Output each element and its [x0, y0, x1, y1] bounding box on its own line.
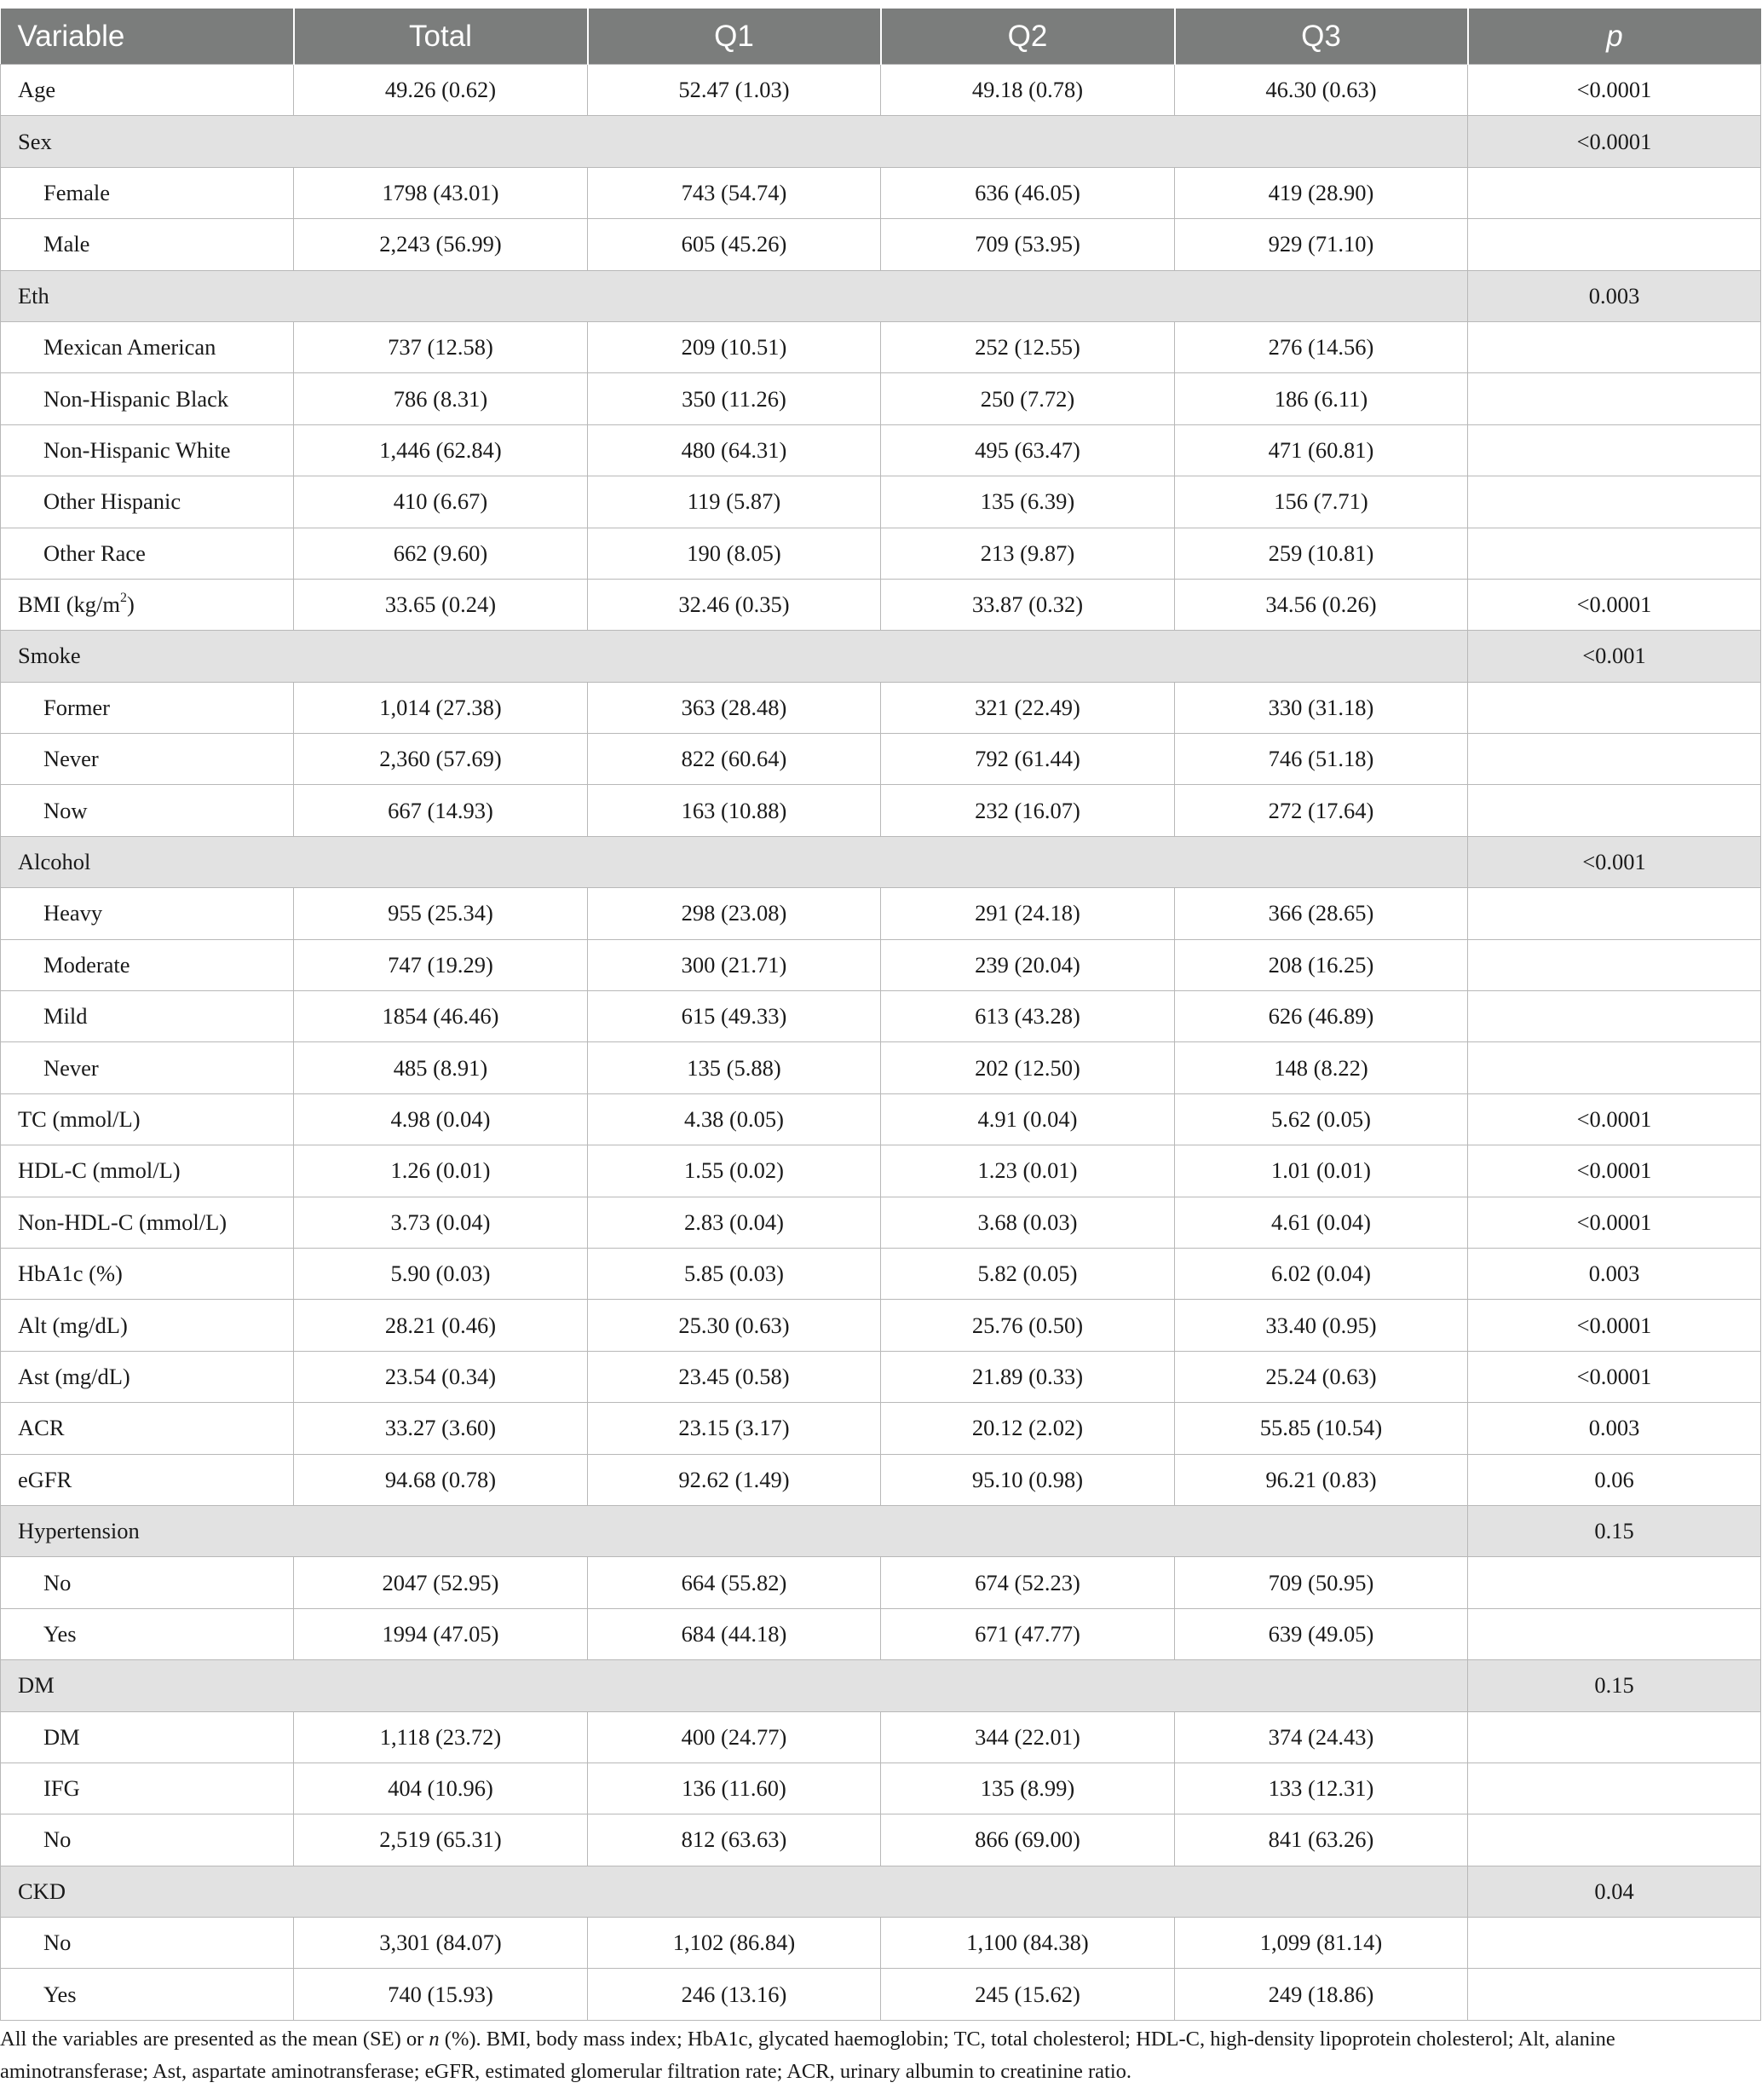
- q3-cell: 419 (28.90): [1175, 167, 1468, 218]
- q2-cell: 291 (24.18): [881, 888, 1175, 939]
- p-value-cell: [1468, 1814, 1761, 1866]
- variable-label: eGFR: [1, 1454, 294, 1505]
- p-value-cell: [1468, 219, 1761, 270]
- p-value-cell: 0.003: [1468, 1403, 1761, 1454]
- table-row: [1, 65, 1761, 116]
- q2-cell: 495 (63.47): [881, 424, 1175, 476]
- p-value-cell: [1468, 1969, 1761, 2020]
- header-q3: Q3: [1175, 9, 1468, 65]
- table-row: [1, 939, 1761, 990]
- q1-cell: 190 (8.05): [588, 528, 881, 579]
- header-total: Total: [294, 9, 588, 65]
- variable-label: Non-HDL-C (mmol/L): [1, 1197, 294, 1248]
- p-value-cell: <0.0001: [1468, 116, 1761, 167]
- variable-label: Non-Hispanic White: [1, 424, 294, 476]
- total-cell: 662 (9.60): [294, 528, 588, 579]
- variable-label: No: [1, 1814, 294, 1866]
- group-label: Hypertension: [1, 1505, 1468, 1556]
- q2-cell: 232 (16.07): [881, 785, 1175, 836]
- p-value-cell: [1468, 991, 1761, 1042]
- p-value-cell: <0.001: [1468, 631, 1761, 682]
- p-value-cell: <0.0001: [1468, 579, 1761, 630]
- variable-label: Mexican American: [1, 321, 294, 372]
- q3-cell: 156 (7.71): [1175, 476, 1468, 528]
- total-cell: 786 (8.31): [294, 373, 588, 424]
- variable-label: DM: [1, 1711, 294, 1762]
- label-suffix: ): [127, 591, 135, 618]
- table-footnote: [0, 2023, 1757, 2088]
- q1-cell: 684 (44.18): [588, 1608, 881, 1659]
- total-cell: 2,243 (56.99): [294, 219, 588, 270]
- total-cell: 2,360 (57.69): [294, 734, 588, 785]
- q3-cell: 249 (18.86): [1175, 1969, 1468, 2020]
- q1-cell: 300 (21.71): [588, 939, 881, 990]
- footnote-italic-n: n: [429, 2028, 440, 2051]
- q1-cell: 743 (54.74): [588, 167, 881, 218]
- total-cell: 1,014 (27.38): [294, 682, 588, 733]
- q1-cell: 615 (49.33): [588, 991, 881, 1042]
- q2-cell: 135 (8.99): [881, 1762, 1175, 1814]
- q3-cell: 46.30 (0.63): [1175, 65, 1468, 116]
- p-value-cell: [1468, 888, 1761, 939]
- q2-cell: 245 (15.62): [881, 1969, 1175, 2020]
- variable-label: Age: [1, 65, 294, 116]
- q1-cell: 52.47 (1.03): [588, 65, 881, 116]
- variable-label: Now: [1, 785, 294, 836]
- q2-cell: 344 (22.01): [881, 1711, 1175, 1762]
- variable-label: Alt (mg/dL): [1, 1300, 294, 1351]
- total-cell: 3.73 (0.04): [294, 1197, 588, 1248]
- q1-cell: 23.45 (0.58): [588, 1351, 881, 1402]
- q1-cell: 664 (55.82): [588, 1557, 881, 1608]
- total-cell: 737 (12.58): [294, 321, 588, 372]
- total-cell: 1854 (46.46): [294, 991, 588, 1042]
- table-row: [1, 682, 1761, 733]
- q2-cell: 613 (43.28): [881, 991, 1175, 1042]
- q2-cell: 20.12 (2.02): [881, 1403, 1175, 1454]
- total-cell: 747 (19.29): [294, 939, 588, 990]
- q3-cell: 276 (14.56): [1175, 321, 1468, 372]
- table-row: [1, 1814, 1761, 1866]
- variable-label: HDL-C (mmol/L): [1, 1145, 294, 1197]
- q1-cell: 812 (63.63): [588, 1814, 881, 1866]
- group-label: Smoke: [1, 631, 1468, 682]
- table-row: [1, 785, 1761, 836]
- q1-cell: 119 (5.87): [588, 476, 881, 528]
- q2-cell: 250 (7.72): [881, 373, 1175, 424]
- table-row: [1, 1042, 1761, 1093]
- p-value-cell: 0.003: [1468, 270, 1761, 321]
- p-value-cell: <0.0001: [1468, 1351, 1761, 1402]
- q2-cell: 202 (12.50): [881, 1042, 1175, 1093]
- total-cell: 1.26 (0.01): [294, 1145, 588, 1197]
- label-text: BMI (kg/m: [18, 591, 120, 618]
- table-row: [1, 167, 1761, 218]
- header-p: p: [1468, 9, 1761, 65]
- q3-cell: 33.40 (0.95): [1175, 1300, 1468, 1351]
- header-q1: Q1: [588, 9, 881, 65]
- p-value-cell: <0.0001: [1468, 1093, 1761, 1145]
- q3-cell: 626 (46.89): [1175, 991, 1468, 1042]
- q1-cell: 822 (60.64): [588, 734, 881, 785]
- p-value-cell: <0.0001: [1468, 1197, 1761, 1248]
- q3-cell: 366 (28.65): [1175, 888, 1468, 939]
- q3-cell: 272 (17.64): [1175, 785, 1468, 836]
- q2-cell: 1,100 (84.38): [881, 1918, 1175, 1969]
- table-row: [1, 991, 1761, 1042]
- q1-cell: 25.30 (0.63): [588, 1300, 881, 1351]
- p-value-cell: <0.0001: [1468, 1145, 1761, 1197]
- q2-cell: 321 (22.49): [881, 682, 1175, 733]
- p-value-cell: [1468, 939, 1761, 990]
- variable-label: Other Hispanic: [1, 476, 294, 528]
- q1-cell: 246 (13.16): [588, 1969, 881, 2020]
- q3-cell: 55.85 (10.54): [1175, 1403, 1468, 1454]
- q1-cell: 92.62 (1.49): [588, 1454, 881, 1505]
- q3-cell: 34.56 (0.26): [1175, 579, 1468, 630]
- table-group-row: [1, 836, 1761, 887]
- table-group-row: [1, 1660, 1761, 1711]
- total-cell: 1,118 (23.72): [294, 1711, 588, 1762]
- total-cell: 33.65 (0.24): [294, 579, 588, 630]
- q2-cell: 213 (9.87): [881, 528, 1175, 579]
- table-row: [1, 321, 1761, 372]
- table-row: [1, 476, 1761, 528]
- q2-cell: 252 (12.55): [881, 321, 1175, 372]
- q1-cell: 480 (64.31): [588, 424, 881, 476]
- total-cell: 410 (6.67): [294, 476, 588, 528]
- table-row: [1, 1454, 1761, 1505]
- q3-cell: 471 (60.81): [1175, 424, 1468, 476]
- p-value-cell: <0.001: [1468, 836, 1761, 887]
- p-value-cell: 0.04: [1468, 1866, 1761, 1917]
- table-row: [1, 424, 1761, 476]
- table-row: [1, 1969, 1761, 2020]
- group-label: DM: [1, 1660, 1468, 1711]
- q3-cell: 133 (12.31): [1175, 1762, 1468, 1814]
- p-value-cell: <0.0001: [1468, 65, 1761, 116]
- q3-cell: 929 (71.10): [1175, 219, 1468, 270]
- q1-cell: 136 (11.60): [588, 1762, 881, 1814]
- total-cell: 1798 (43.01): [294, 167, 588, 218]
- q3-cell: 639 (49.05): [1175, 1608, 1468, 1659]
- q2-cell: 792 (61.44): [881, 734, 1175, 785]
- total-cell: 485 (8.91): [294, 1042, 588, 1093]
- table-row: [1, 1403, 1761, 1454]
- total-cell: 2,519 (65.31): [294, 1814, 588, 1866]
- table-row: [1, 888, 1761, 939]
- variable-label: Moderate: [1, 939, 294, 990]
- q3-cell: 746 (51.18): [1175, 734, 1468, 785]
- table-group-row: [1, 1866, 1761, 1917]
- variable-label: Yes: [1, 1608, 294, 1659]
- total-cell: 4.98 (0.04): [294, 1093, 588, 1145]
- table-row: [1, 1248, 1761, 1299]
- q2-cell: 95.10 (0.98): [881, 1454, 1175, 1505]
- variable-label: Mild: [1, 991, 294, 1042]
- variable-label: Never: [1, 734, 294, 785]
- q1-cell: 209 (10.51): [588, 321, 881, 372]
- q3-cell: 208 (16.25): [1175, 939, 1468, 990]
- p-value-cell: [1468, 734, 1761, 785]
- table-row: [1, 1351, 1761, 1402]
- q2-cell: 674 (52.23): [881, 1557, 1175, 1608]
- q3-cell: 841 (63.26): [1175, 1814, 1468, 1866]
- q3-cell: 374 (24.43): [1175, 1711, 1468, 1762]
- q1-cell: 2.83 (0.04): [588, 1197, 881, 1248]
- q2-cell: 709 (53.95): [881, 219, 1175, 270]
- variable-label: Female: [1, 167, 294, 218]
- q1-cell: 363 (28.48): [588, 682, 881, 733]
- variable-label: Heavy: [1, 888, 294, 939]
- table-row: [1, 219, 1761, 270]
- table-row: [1, 1300, 1761, 1351]
- total-cell: 49.26 (0.62): [294, 65, 588, 116]
- p-value-cell: [1468, 424, 1761, 476]
- q3-cell: 330 (31.18): [1175, 682, 1468, 733]
- variable-label: Male: [1, 219, 294, 270]
- p-value-cell: [1468, 167, 1761, 218]
- total-cell: 2047 (52.95): [294, 1557, 588, 1608]
- variable-label: Yes: [1, 1969, 294, 2020]
- total-cell: 5.90 (0.03): [294, 1248, 588, 1299]
- group-label: Alcohol: [1, 836, 1468, 887]
- p-value-cell: [1468, 373, 1761, 424]
- q2-cell: 671 (47.77): [881, 1608, 1175, 1659]
- table-group-row: [1, 116, 1761, 167]
- table-row: [1, 373, 1761, 424]
- table-row: [1, 734, 1761, 785]
- q2-cell: 5.82 (0.05): [881, 1248, 1175, 1299]
- group-label: CKD: [1, 1866, 1468, 1917]
- variable-label: [1, 579, 294, 630]
- table-row: [1, 1145, 1761, 1197]
- header-row: [1, 9, 1761, 65]
- q3-cell: 5.62 (0.05): [1175, 1093, 1468, 1145]
- table-row: [1, 1197, 1761, 1248]
- q2-cell: 1.23 (0.01): [881, 1145, 1175, 1197]
- q1-cell: 4.38 (0.05): [588, 1093, 881, 1145]
- p-value-cell: [1468, 476, 1761, 528]
- total-cell: 1994 (47.05): [294, 1608, 588, 1659]
- p-value-cell: [1468, 1918, 1761, 1969]
- p-value-cell: [1468, 321, 1761, 372]
- q3-cell: 25.24 (0.63): [1175, 1351, 1468, 1402]
- variable-label: Former: [1, 682, 294, 733]
- variable-label: Ast (mg/dL): [1, 1351, 294, 1402]
- variable-label: ACR: [1, 1403, 294, 1454]
- p-value-cell: 0.06: [1468, 1454, 1761, 1505]
- total-cell: 28.21 (0.46): [294, 1300, 588, 1351]
- q1-cell: 298 (23.08): [588, 888, 881, 939]
- table-row: [1, 579, 1761, 630]
- group-label: Eth: [1, 270, 1468, 321]
- table-row: [1, 528, 1761, 579]
- total-cell: 740 (15.93): [294, 1969, 588, 2020]
- p-value-cell: 0.003: [1468, 1248, 1761, 1299]
- total-cell: 667 (14.93): [294, 785, 588, 836]
- table-header: [1, 9, 1761, 65]
- total-cell: 33.27 (3.60): [294, 1403, 588, 1454]
- q3-cell: 148 (8.22): [1175, 1042, 1468, 1093]
- header-q2: Q2: [881, 9, 1175, 65]
- q1-cell: 5.85 (0.03): [588, 1248, 881, 1299]
- variable-label: No: [1, 1918, 294, 1969]
- variable-label: Non-Hispanic Black: [1, 373, 294, 424]
- p-value-cell: [1468, 785, 1761, 836]
- q2-cell: 25.76 (0.50): [881, 1300, 1175, 1351]
- q1-cell: 163 (10.88): [588, 785, 881, 836]
- table-row: [1, 1093, 1761, 1145]
- table-body: [1, 65, 1761, 2021]
- table-row: [1, 1762, 1761, 1814]
- table-row: [1, 1711, 1761, 1762]
- header-variable: Variable: [1, 9, 294, 65]
- variable-label: Other Race: [1, 528, 294, 579]
- q3-cell: 1.01 (0.01): [1175, 1145, 1468, 1197]
- q2-cell: 21.89 (0.33): [881, 1351, 1175, 1402]
- q3-cell: 6.02 (0.04): [1175, 1248, 1468, 1299]
- variable-label: TC (mmol/L): [1, 1093, 294, 1145]
- q3-cell: 1,099 (81.14): [1175, 1918, 1468, 1969]
- table-row: [1, 1557, 1761, 1608]
- q3-cell: 186 (6.11): [1175, 373, 1468, 424]
- q1-cell: 23.15 (3.17): [588, 1403, 881, 1454]
- p-value-cell: [1468, 1762, 1761, 1814]
- total-cell: 23.54 (0.34): [294, 1351, 588, 1402]
- table-group-row: [1, 270, 1761, 321]
- q1-cell: 135 (5.88): [588, 1042, 881, 1093]
- table-row: [1, 1608, 1761, 1659]
- variable-label: IFG: [1, 1762, 294, 1814]
- total-cell: 955 (25.34): [294, 888, 588, 939]
- total-cell: 404 (10.96): [294, 1762, 588, 1814]
- variable-label: No: [1, 1557, 294, 1608]
- footnote-part2: (%). BMI, body mass index; HbA1c, glycated haemoglobin; TC, total cholesterol; HDL-C, high-density lipoprotein cholesterol; Alt, alanine aminotransferase; Ast, aspartate aminotransferase; eGFR, estimated glomerular filtration rate; ACR, urinary albumin to creatinine ratio.: [0, 2028, 1615, 2083]
- q2-cell: 239 (20.04): [881, 939, 1175, 990]
- q3-cell: 709 (50.95): [1175, 1557, 1468, 1608]
- q1-cell: 32.46 (0.35): [588, 579, 881, 630]
- variable-label: Never: [1, 1042, 294, 1093]
- p-value-cell: [1468, 528, 1761, 579]
- q3-cell: 259 (10.81): [1175, 528, 1468, 579]
- footnote-part1: All the variables are presented as the mean (SE) or: [0, 2028, 429, 2051]
- q1-cell: 1.55 (0.02): [588, 1145, 881, 1197]
- label-superscript: 2: [120, 591, 127, 606]
- q2-cell: 636 (46.05): [881, 167, 1175, 218]
- q2-cell: 33.87 (0.32): [881, 579, 1175, 630]
- q1-cell: 350 (11.26): [588, 373, 881, 424]
- total-cell: 3,301 (84.07): [294, 1918, 588, 1969]
- total-cell: 94.68 (0.78): [294, 1454, 588, 1505]
- q1-cell: 605 (45.26): [588, 219, 881, 270]
- p-value-cell: [1468, 1042, 1761, 1093]
- p-value-cell: 0.15: [1468, 1505, 1761, 1556]
- q3-cell: 4.61 (0.04): [1175, 1197, 1468, 1248]
- q2-cell: 4.91 (0.04): [881, 1093, 1175, 1145]
- variable-label: HbA1c (%): [1, 1248, 294, 1299]
- q1-cell: 1,102 (86.84): [588, 1918, 881, 1969]
- table-group-row: [1, 631, 1761, 682]
- p-value-cell: [1468, 1557, 1761, 1608]
- p-value-cell: 0.15: [1468, 1660, 1761, 1711]
- q3-cell: 96.21 (0.83): [1175, 1454, 1468, 1505]
- table-row: [1, 1918, 1761, 1969]
- p-value-cell: [1468, 1711, 1761, 1762]
- p-value-cell: [1468, 682, 1761, 733]
- q2-cell: 3.68 (0.03): [881, 1197, 1175, 1248]
- q2-cell: 49.18 (0.78): [881, 65, 1175, 116]
- baseline-characteristics-table: [0, 9, 1761, 2021]
- table-group-row: [1, 1505, 1761, 1556]
- p-value-cell: <0.0001: [1468, 1300, 1761, 1351]
- q2-cell: 866 (69.00): [881, 1814, 1175, 1866]
- p-value-cell: [1468, 1608, 1761, 1659]
- group-label: Sex: [1, 116, 1468, 167]
- q1-cell: 400 (24.77): [588, 1711, 881, 1762]
- q2-cell: 135 (6.39): [881, 476, 1175, 528]
- total-cell: 1,446 (62.84): [294, 424, 588, 476]
